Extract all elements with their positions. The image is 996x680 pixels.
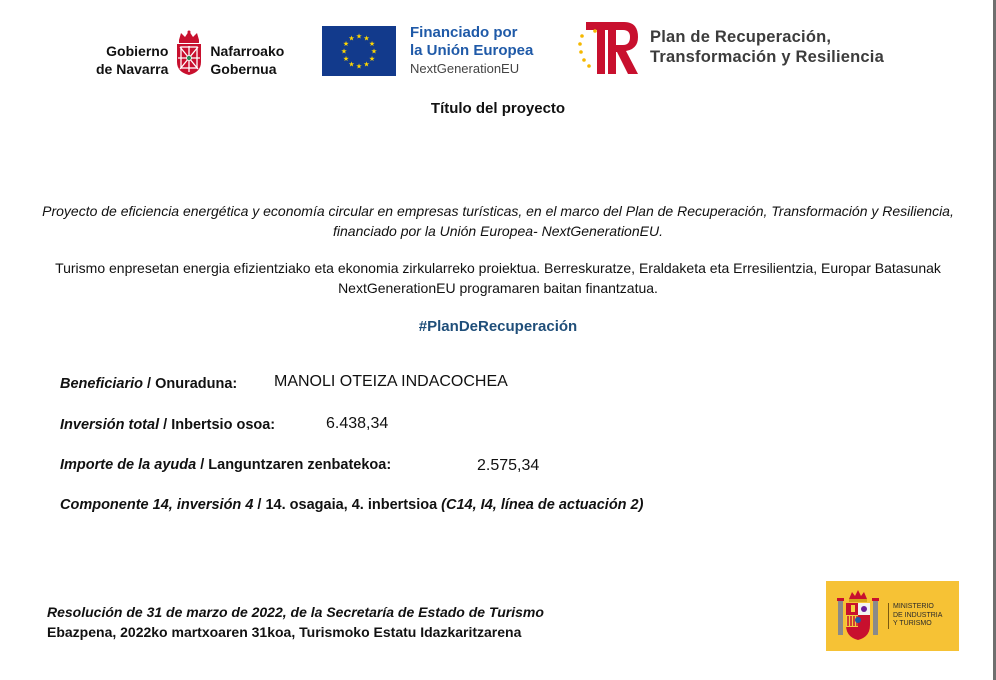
label-eu: Languntzaren zenbatekoa: bbox=[208, 457, 392, 473]
beneficiario-value: MANOLI OTEIZA INDACOCHEA bbox=[274, 373, 508, 390]
navarra-eu-text bbox=[210, 42, 284, 78]
prtr-text bbox=[650, 27, 884, 67]
eu-line3: NextGenerationEU bbox=[410, 61, 520, 76]
label-es: Componente 14, inversión 4 bbox=[60, 497, 254, 513]
field-inversion bbox=[60, 415, 389, 433]
eu-star: ★ bbox=[370, 47, 378, 55]
ministerio-line3: Y TURISMO bbox=[893, 620, 932, 628]
navarra-es-text bbox=[96, 42, 168, 78]
ministerio-logo bbox=[826, 581, 959, 651]
label-es: Importe de la ayuda bbox=[60, 457, 197, 473]
label-eu: Inbertsio osoa: bbox=[171, 417, 276, 433]
label-eu: Onuraduna: bbox=[155, 376, 238, 392]
ministerio-text bbox=[888, 603, 942, 629]
eu-flag-icon bbox=[322, 26, 396, 76]
label-es: Inversión total bbox=[60, 417, 160, 433]
eu-logo bbox=[322, 24, 533, 77]
navarra-es-line1: Gobierno bbox=[106, 43, 169, 59]
eu-star: ★ bbox=[363, 59, 370, 68]
label-eu: 14. osagaia, 4. inbertsioa bbox=[265, 497, 438, 513]
eu-star: ★ bbox=[340, 47, 348, 55]
inversion-value: 6.438,34 bbox=[326, 415, 389, 432]
navarra-logo bbox=[96, 30, 284, 78]
eu-star: ★ bbox=[348, 59, 355, 68]
resolution-eu: Ebazpena, 2022ko martxoaren 31koa, Turismoko Estatu Idazkaritzarena bbox=[47, 624, 522, 640]
label-separator: / bbox=[253, 497, 266, 513]
eu-line2: la Unión Europea bbox=[410, 42, 534, 59]
navarra-es-line2: de Navarra bbox=[96, 61, 169, 77]
prtr-line2: Transformación y Resiliencia bbox=[650, 48, 884, 66]
project-title: Título del proyecto bbox=[430, 100, 566, 117]
ministerio-line1: MINISTERIO bbox=[893, 603, 934, 611]
spain-coat-of-arms-icon bbox=[836, 589, 880, 643]
prtr-logo-icon bbox=[576, 18, 640, 76]
field-componente bbox=[60, 497, 643, 513]
eu-star: ★ bbox=[363, 34, 370, 43]
resolution-es: Resolución de 31 de marzo de 2022, de la Secretaría de Estado de Turismo bbox=[47, 604, 544, 620]
eu-star: ★ bbox=[355, 62, 363, 70]
eu-star: ★ bbox=[348, 34, 355, 43]
label-es: Beneficiario bbox=[60, 376, 143, 392]
label-separator: / bbox=[143, 376, 156, 392]
eu-star: ★ bbox=[355, 32, 363, 40]
importe-value: 2.575,34 bbox=[477, 457, 540, 474]
navarra-eu-line1: Nafarroako bbox=[210, 43, 285, 59]
ministerio-line2: DE INDUSTRIA bbox=[893, 611, 943, 619]
prtr-logo bbox=[576, 18, 884, 76]
description-eu: Turismo enpresetan energia efizientziako eta ekonomia zirkularreko proiektua. Berreskuratze, Eraldaketa eta Erresilientzia, Europar Batasunak NextGenerationEU programaren baitan finantzatua. bbox=[55, 260, 941, 296]
hashtag: #PlanDeRecuperación bbox=[418, 318, 578, 335]
eu-text bbox=[410, 24, 533, 77]
prtr-line1: Plan de Recuperación, bbox=[650, 28, 832, 46]
componente-suffix: (C14, I4, línea de actuación 2) bbox=[437, 497, 644, 513]
resolution bbox=[47, 602, 544, 642]
eu-line1: Financiado por bbox=[410, 24, 518, 41]
description-es: Proyecto de eficiencia energética y economía circular en empresas turísticas, en el marco del Plan de Recuperación, Transformación y Resiliencia, financiado por la Unión Europea- NextGenerationEU. bbox=[42, 203, 954, 239]
eu-star: ★ bbox=[342, 54, 350, 63]
field-importe bbox=[60, 457, 540, 474]
eu-star: ★ bbox=[368, 54, 376, 63]
label-separator: / bbox=[196, 457, 209, 473]
navarra-eu-line2: Gobernua bbox=[210, 61, 277, 77]
field-beneficiario bbox=[60, 373, 508, 392]
label-separator: / bbox=[159, 417, 172, 433]
eu-star: ★ bbox=[368, 39, 376, 48]
eu-star: ★ bbox=[342, 39, 350, 48]
navarra-shield-icon bbox=[174, 30, 204, 76]
